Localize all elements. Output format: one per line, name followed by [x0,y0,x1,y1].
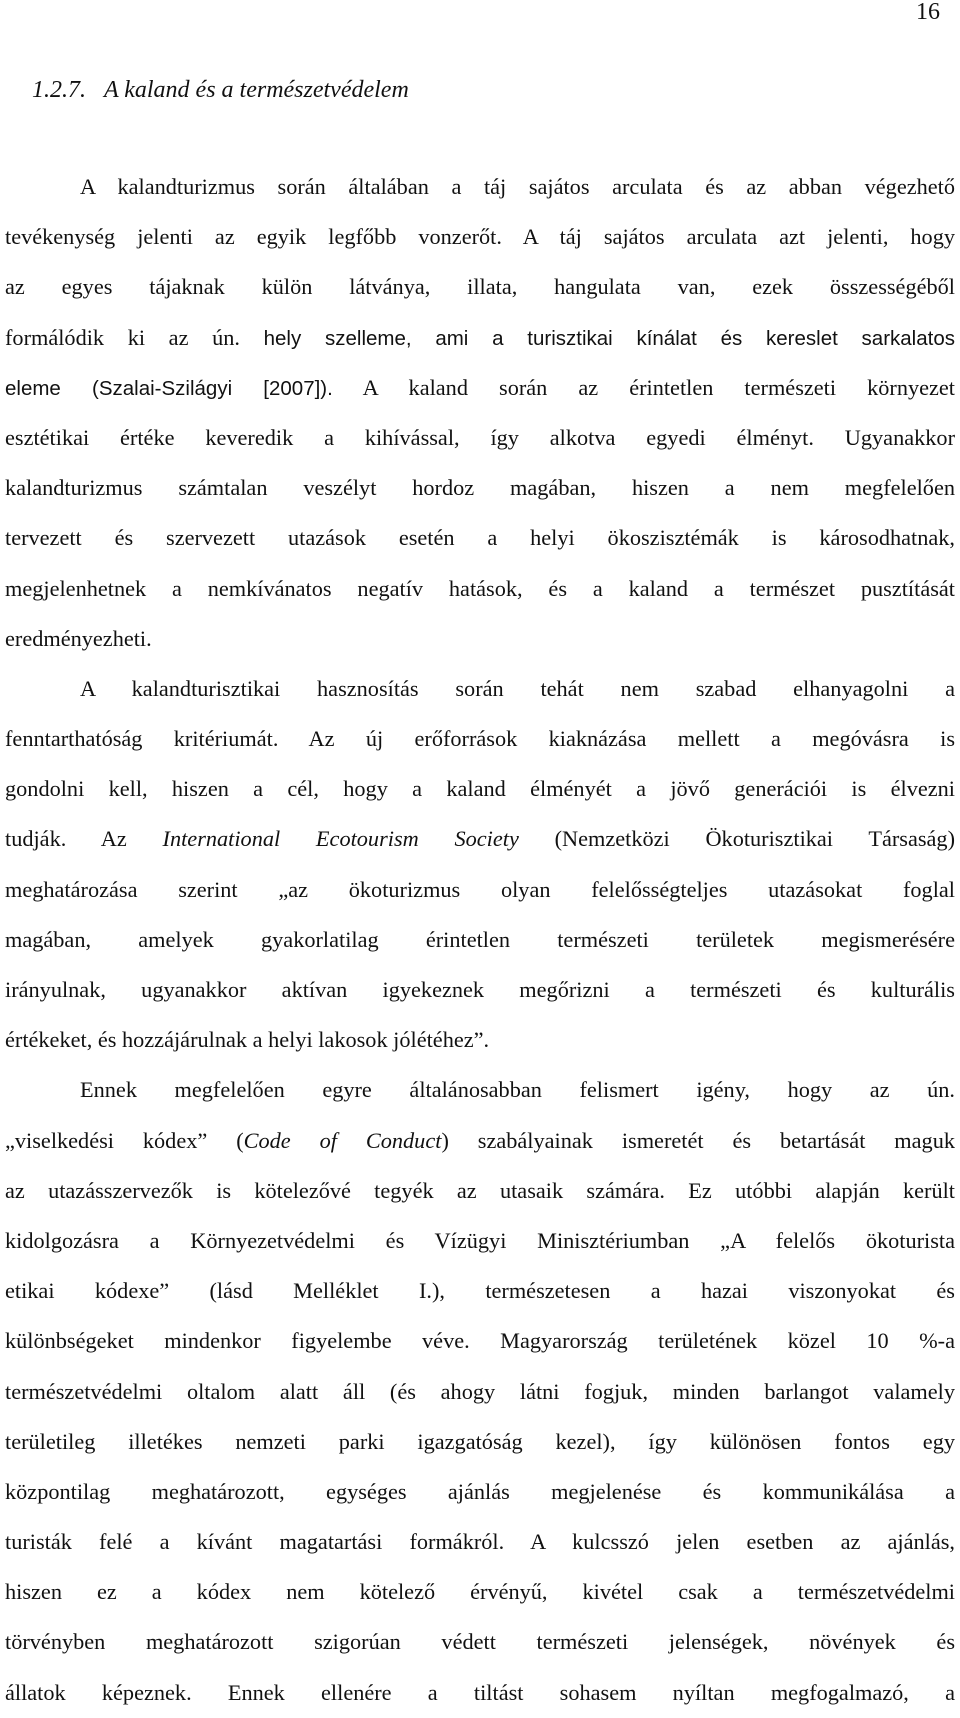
text-line: az utazásszervezők is kötelezővé tegyék az utasaik számára. Ez utóbbi alapján került [5,1177,955,1203]
section-number: 1.2.7. [32,77,86,103]
text-segment: A kaland során az érintetlen természeti környezet [332,374,955,400]
text-line [5,313,955,363]
text-line [5,363,955,413]
section-title: A kaland és a természetvédelem [104,77,409,103]
text-line: hiszen ez a kódex nem kötelező érvényű, kivétel csak a természetvédelmi [5,1579,955,1605]
text-segment: formálódik ki az ún. [5,324,264,350]
text-segment: tudják. Az [5,826,163,852]
text-line: kalandturizmus számtalan veszélyt hordoz magában, hiszen a nem megfelelően [5,475,955,501]
text-line: irányulnak, ugyanakkor aktívan igyekeznek megőrizni a természeti és kulturális [5,977,955,1002]
text-line: központilag meghatározott, egységes ajánlás megjelenése és kommunikálása a [5,1478,955,1504]
text-line: tervezett és szervezett utazások esetén a helyi ökoszisztémák is károsodhatnak, [5,525,955,551]
text-line: tevékenység jelenti az egyik legfőbb vonzerőt. A táj sajátos arculata azt jelenti, hogy [5,224,955,250]
text-line: az egyes tájaknak külön látványa, illata, hangulata van, ezek összességéből [5,274,955,300]
text-line: értékeket, és hozzájárulnak a helyi lakosok jólétéhez”. [5,1027,490,1053]
text-line: esztétikai értéke keveredik a kihívással, így alkotva egyedi élményt. Ugyanakkor [5,424,955,450]
section-heading [32,75,409,105]
text-line: Ennek megfelelően egyre általánosabban felismert igény, hogy az ún. [80,1077,955,1103]
text-line: A kalandturizmus során általában a táj sajátos arculata és az abban végezhető [80,174,955,199]
text-line: meghatározása szerint „az ökoturizmus olyan felelősségteljes utazásokat foglal [5,876,955,902]
text-line: gondolni kell, hiszen a cél, hogy a kaland élményét a jövő generációi is élvezni [5,776,955,802]
text-line: törvényben meghatározott szigorúan védett természeti jelenségek, növények és [5,1629,955,1655]
text-segment: „viselkedési kódex” ( [5,1127,244,1153]
text-segment: (Nemzetközi Ökoturisztikai Társaság) [518,826,955,852]
text-line: állatok képeznek. Ennek ellenére a tiltást sohasem nyíltan megfogalmazó, a [5,1679,955,1705]
text-line: természetvédelmi oltalom alatt áll (és ahogy látni fogjuk, minden barlangot valamely [5,1378,955,1404]
code-of-conduct: Code of Conduct [243,1127,442,1153]
text-line: fenntarthatóság kritériumát. Az új erőforrások kiaknázása mellett a megóvásra is [5,726,955,752]
text-line [5,814,955,864]
text-segment: ) szabályainak ismeretét és betartását maguk [441,1127,955,1153]
text-segment-sans: eleme (Szalai-Szilágyi [2007]). [5,376,333,400]
text-line: etikai kódexe” (lásd Melléklet I.), természetesen a hazai viszonyokat és [5,1278,955,1304]
text-line [5,1116,955,1166]
text-line: magában, amelyek gyakorlatilag érintetlen természeti területek megismerésére [5,926,955,952]
text-line: kidolgozásra a Környezetvédelmi és Vízügyi Minisztériumban „A felelős ökoturista [5,1227,955,1253]
text-line: különbségeket mindenkor figyelembe véve. Magyarország területének közel 10 %-a [5,1328,955,1354]
text-line: területileg illetékes nemzeti parki igazgatóság kezel), így különösen fontos egy [5,1428,955,1454]
text-segment-sans: hely szelleme, ami a turisztikai kínálat és kereslet sarkalatos [263,326,955,350]
body-text [5,162,955,1718]
text-line: A kalandturisztikai hasznosítás során tehát nem szabad elhanyagolni a [80,675,955,701]
text-line: megjelenhetnek a nemkívánatos negatív hatások, és a kaland a természet pusztítását [5,575,955,601]
text-line: turisták felé a kívánt magatartási formákról. A kulcsszó jelen esetben az ajánlás, [5,1529,955,1555]
society-name: International Ecotourism Society [162,826,519,852]
text-line: eredményezheti. [5,625,152,651]
page-number: 16 [916,0,940,25]
